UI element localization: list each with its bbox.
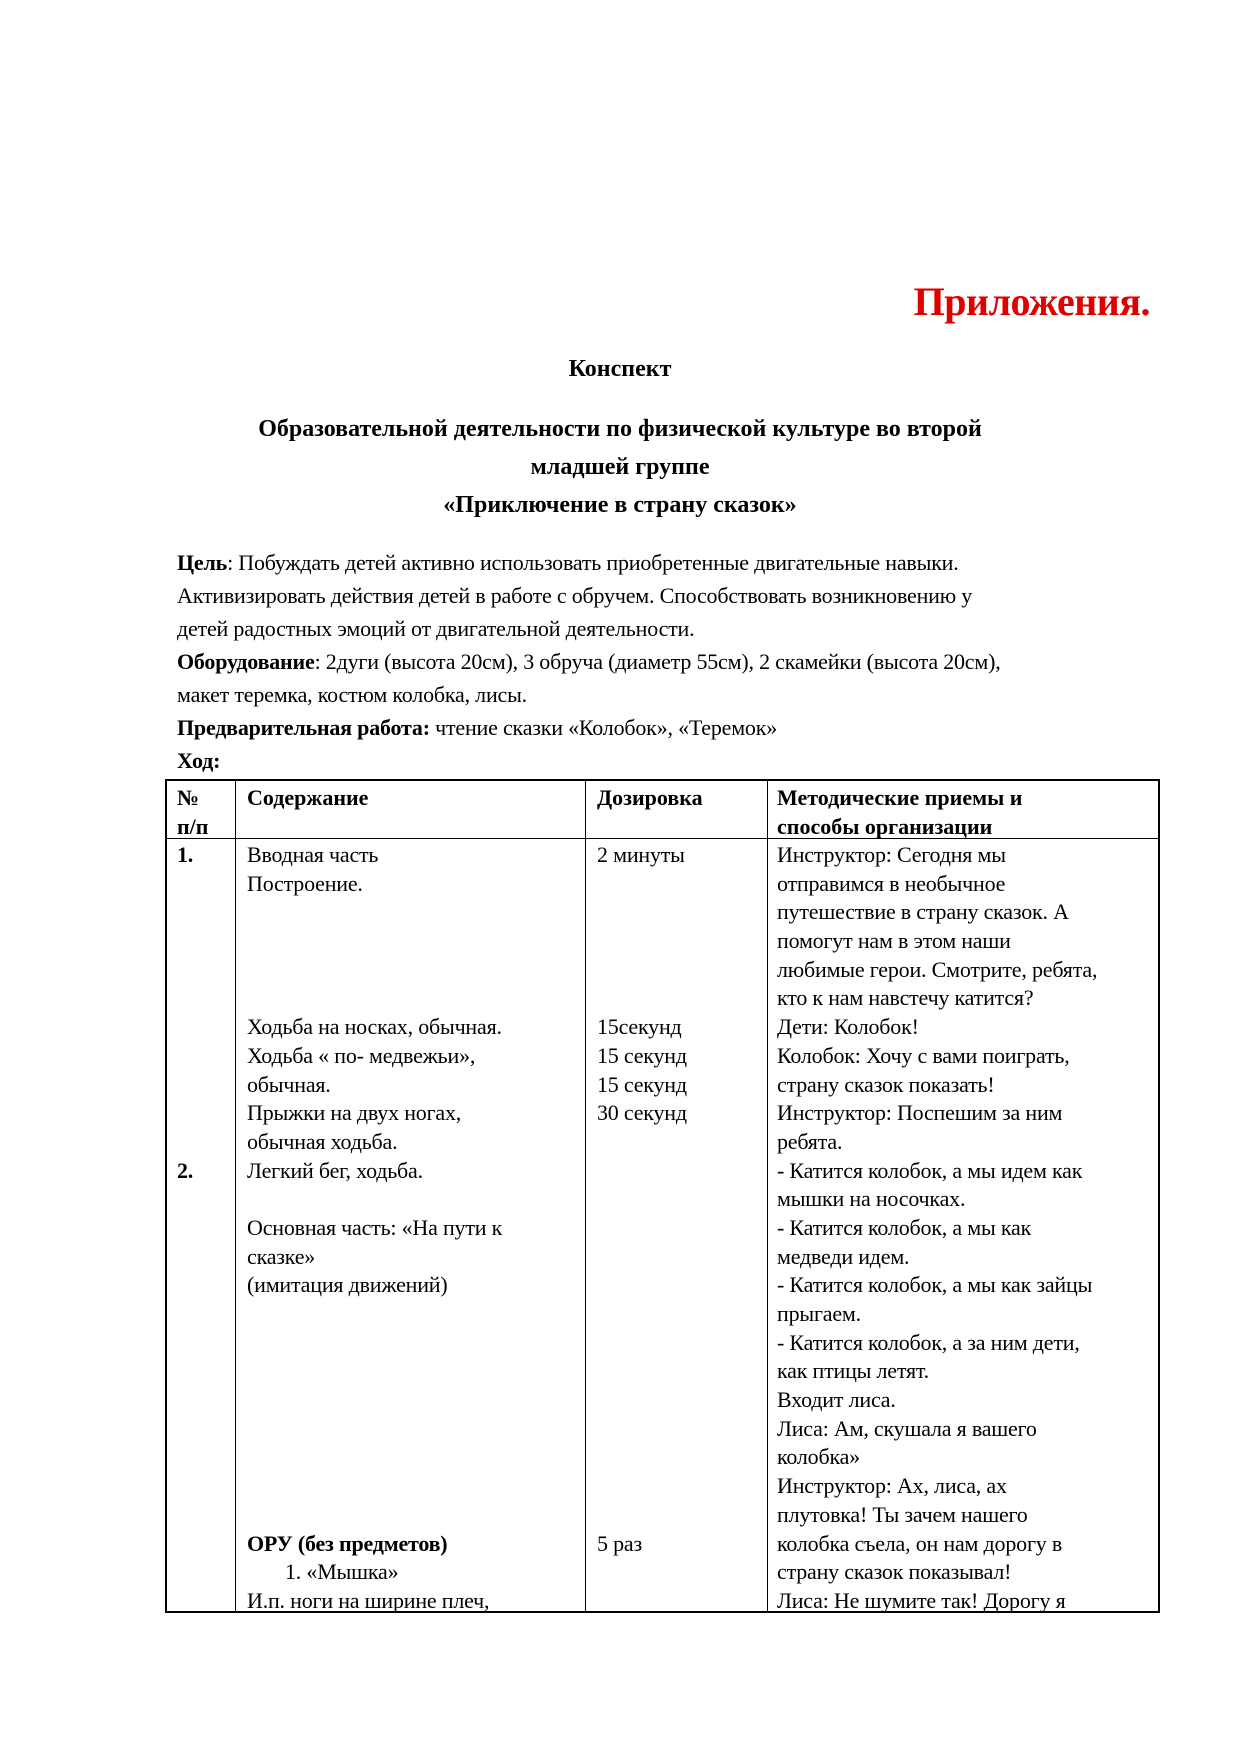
methods-cell-line: Входит лиса. — [777, 1387, 896, 1413]
dosage-cell-line — [597, 1329, 687, 1358]
num-cell-line — [177, 1443, 193, 1472]
content-cell-line — [247, 1443, 502, 1472]
dosage-cell-line: 30 секунд — [597, 1100, 687, 1126]
methods-cell-line: ребята. — [777, 1128, 843, 1154]
num-cell-line — [177, 1243, 193, 1272]
content-cell-line — [247, 1357, 502, 1386]
column-dosage — [597, 841, 687, 1616]
content-cell-line — [247, 1472, 502, 1501]
methods-cell-line: путешествие в страну сказок. А — [777, 899, 1069, 925]
num-cell-line — [177, 1214, 193, 1243]
dosage-cell-line — [597, 1185, 687, 1214]
num-cell-line — [177, 1013, 193, 1042]
methods-cell-line: страну сказок показать! — [777, 1071, 995, 1097]
document-type: Конспект — [568, 356, 672, 382]
header-num — [177, 784, 208, 841]
dosage-cell-line: 15 секунд — [597, 1071, 687, 1097]
equipment-paragraph — [177, 649, 1001, 675]
dosage-cell-line — [597, 984, 687, 1013]
dosage-cell-line — [597, 1558, 687, 1587]
content-cell-line: Прыжки на двух ногах, — [247, 1100, 462, 1126]
dosage-cell-line — [597, 927, 687, 956]
prep-text: чтение сказки «Колобок», «Теремок» — [429, 715, 778, 740]
content-cell-line: 1. «Мышка» — [285, 1559, 399, 1585]
goal-text: : Побуждать детей активно использовать приобретенные двигательные навыки. — [227, 550, 959, 575]
column-divider — [235, 781, 236, 1611]
equipment-label: Оборудование — [177, 649, 315, 674]
dosage-cell-line — [597, 956, 687, 985]
header-content: Содержание — [247, 785, 369, 810]
content-cell-line: Вводная часть — [247, 842, 379, 867]
content-cell-line: обычная ходьба. — [247, 1128, 398, 1154]
dosage-cell-line — [597, 1587, 687, 1616]
methods-cell-line: Колобок: Хочу с вами поиграть, — [777, 1042, 1070, 1068]
num-cell-line — [177, 1271, 193, 1300]
content-cell-line: Ходьба « по- медвежьи», — [247, 1042, 476, 1068]
num-cell-line — [177, 984, 193, 1013]
methods-cell-line: страну сказок показывал! — [777, 1559, 1012, 1585]
num-cell-line — [177, 1042, 193, 1071]
column-methods — [777, 841, 1097, 1616]
num-cell-line — [177, 1472, 193, 1501]
equipment-text: : 2дуги (высота 20см), 3 обруча (диаметр 55см), 2 скамейки (высота 20см), — [314, 649, 1001, 674]
header-dosage: Дозировка — [597, 785, 703, 810]
methods-cell-line: плутовка! Ты зачем нашего — [777, 1501, 1028, 1527]
dosage-cell-line — [597, 1128, 687, 1157]
heading-line-3: «Приключение в страну сказок» — [443, 492, 797, 518]
course-label — [177, 748, 220, 774]
header-num-line2: п/п — [177, 813, 209, 839]
goal-line-3: детей радостных эмоций от двигательной деятельности. — [177, 616, 695, 641]
content-cell-line: Легкий бег, ходьба. — [247, 1157, 423, 1183]
num-cell-line — [177, 1501, 193, 1530]
methods-cell-line: - Катится колобок, а мы как зайцы — [777, 1272, 1093, 1298]
num-cell-line — [177, 1415, 193, 1444]
methods-cell-line: прыгаем. — [777, 1301, 861, 1326]
course-label-text: Ход: — [177, 748, 221, 773]
content-cell-line — [247, 898, 502, 927]
content-cell-line: обычная. — [247, 1071, 331, 1097]
methods-cell-line: - Катится колобок, а мы идем как — [777, 1157, 1083, 1183]
num-cell-line — [177, 898, 193, 927]
methods-cell-line: медведи идем. — [777, 1243, 910, 1269]
methods-cell-line: - Катится колобок, а мы как — [777, 1214, 1032, 1240]
num-cell-line — [177, 1099, 193, 1128]
methods-cell-line: отправимся в необычное — [777, 870, 1006, 896]
dosage-cell-line — [597, 1214, 687, 1243]
appendix-title: Приложения. — [913, 279, 1150, 324]
goal-paragraph — [177, 550, 959, 576]
num-cell-line — [177, 956, 193, 985]
methods-cell-line: помогут нам в этом наши — [777, 928, 1011, 954]
dosage-cell-line — [597, 1386, 687, 1415]
methods-cell-line: Инструктор: Ах, лиса, ах — [777, 1473, 1007, 1499]
methods-cell-line: любимые герои. Смотрите, ребята, — [777, 956, 1098, 982]
methods-cell-line: как птицы летят. — [777, 1358, 929, 1384]
methods-cell-line: - Катится колобок, а за ним дети, — [777, 1329, 1080, 1355]
dosage-cell-line: 2 минуты — [597, 842, 685, 867]
num-cell-line — [177, 1071, 193, 1100]
column-divider — [767, 781, 768, 1611]
num-cell-line — [177, 1329, 193, 1358]
content-cell-line — [247, 984, 502, 1013]
methods-cell-line: колобка» — [777, 1444, 860, 1470]
dosage-cell-line — [597, 1357, 687, 1386]
dosage-cell-line: 15 секунд — [597, 1042, 687, 1068]
content-cell-line — [247, 1300, 502, 1329]
num-cell-line — [177, 1530, 193, 1559]
dosage-cell-line: 15секунд — [597, 1014, 682, 1040]
methods-cell-line: кто к нам навстечу катится? — [777, 985, 1034, 1011]
header-methods-line2: способы организации — [777, 813, 993, 839]
lesson-table — [165, 779, 1160, 1613]
dosage-cell-line — [597, 1472, 687, 1501]
content-cell-line — [247, 1185, 502, 1214]
num-cell-line — [177, 1587, 193, 1616]
methods-cell-line: Дети: Колобок! — [777, 1014, 919, 1040]
content-cell-line: Построение. — [247, 870, 363, 896]
dosage-cell-line — [597, 870, 687, 899]
content-cell-line: Основная часть: «На пути к — [247, 1214, 503, 1240]
prep-paragraph — [177, 715, 777, 741]
num-cell-line — [177, 1386, 193, 1415]
content-cell-line: ОРУ (без предметов) — [247, 1530, 448, 1556]
dosage-cell-line — [597, 898, 687, 927]
heading-line-1: Образовательной деятельности по физической культуре во второй — [258, 416, 982, 442]
content-cell-line — [247, 927, 502, 956]
num-cell-line — [177, 1300, 193, 1329]
goal-line-2: Активизировать действия детей в работе с обручем. Способствовать возникновению у — [177, 583, 973, 608]
methods-cell-line: Лиса: Ам, скушала я вашего — [777, 1415, 1037, 1441]
content-cell-line: сказке» — [247, 1243, 316, 1269]
num-cell-line — [177, 1558, 193, 1587]
goal-label: Цель — [177, 550, 228, 575]
header-methods-line1: Методические приемы и — [777, 785, 1023, 810]
content-cell-line — [247, 1386, 502, 1415]
content-cell-line: Ходьба на носках, обычная. — [247, 1014, 502, 1040]
dosage-cell-line — [597, 1243, 687, 1272]
content-cell-line — [247, 1415, 502, 1444]
content-cell-line — [247, 956, 502, 985]
heading-line-2: младшей группе — [530, 454, 710, 480]
num-cell-line — [177, 870, 193, 899]
column-divider — [585, 781, 586, 1611]
column-num — [177, 841, 193, 1616]
content-cell-line — [247, 1329, 502, 1358]
equipment-line-2: макет теремка, костюм колобка, лисы. — [177, 682, 527, 707]
methods-cell-line: Инструктор: Поспешим за ним — [777, 1100, 1063, 1126]
dosage-cell-line: 5 раз — [597, 1530, 642, 1556]
prep-label: Предварительная работа: — [177, 715, 430, 740]
num-cell-line — [177, 1128, 193, 1157]
methods-cell-line: Лиса: Не шумите так! Дорогу я — [777, 1587, 1066, 1613]
methods-cell-line: колобка съела, он нам дорогу в — [777, 1530, 1063, 1556]
num-cell-line — [177, 1185, 193, 1214]
num-cell-line — [177, 1357, 193, 1386]
dosage-cell-line — [597, 1443, 687, 1472]
column-content — [247, 841, 502, 1616]
methods-cell-line: Инструктор: Сегодня мы — [777, 842, 1006, 867]
num-cell-line: 1. — [177, 842, 194, 867]
num-cell-line — [177, 927, 193, 956]
dosage-cell-line — [597, 1501, 687, 1530]
num-cell-line: 2. — [177, 1157, 194, 1183]
methods-cell-line: мышки на носочках. — [777, 1186, 966, 1212]
header-methods — [777, 784, 1022, 841]
dosage-cell-line — [597, 1415, 687, 1444]
content-cell-line: (имитация движений) — [247, 1272, 448, 1298]
header-num-line1: № — [177, 785, 200, 810]
dosage-cell-line — [597, 1271, 687, 1300]
dosage-cell-line — [597, 1300, 687, 1329]
content-cell-line: И.п. ноги на ширине плеч, — [247, 1587, 490, 1613]
dosage-cell-line — [597, 1157, 687, 1186]
content-cell-line — [247, 1501, 502, 1530]
